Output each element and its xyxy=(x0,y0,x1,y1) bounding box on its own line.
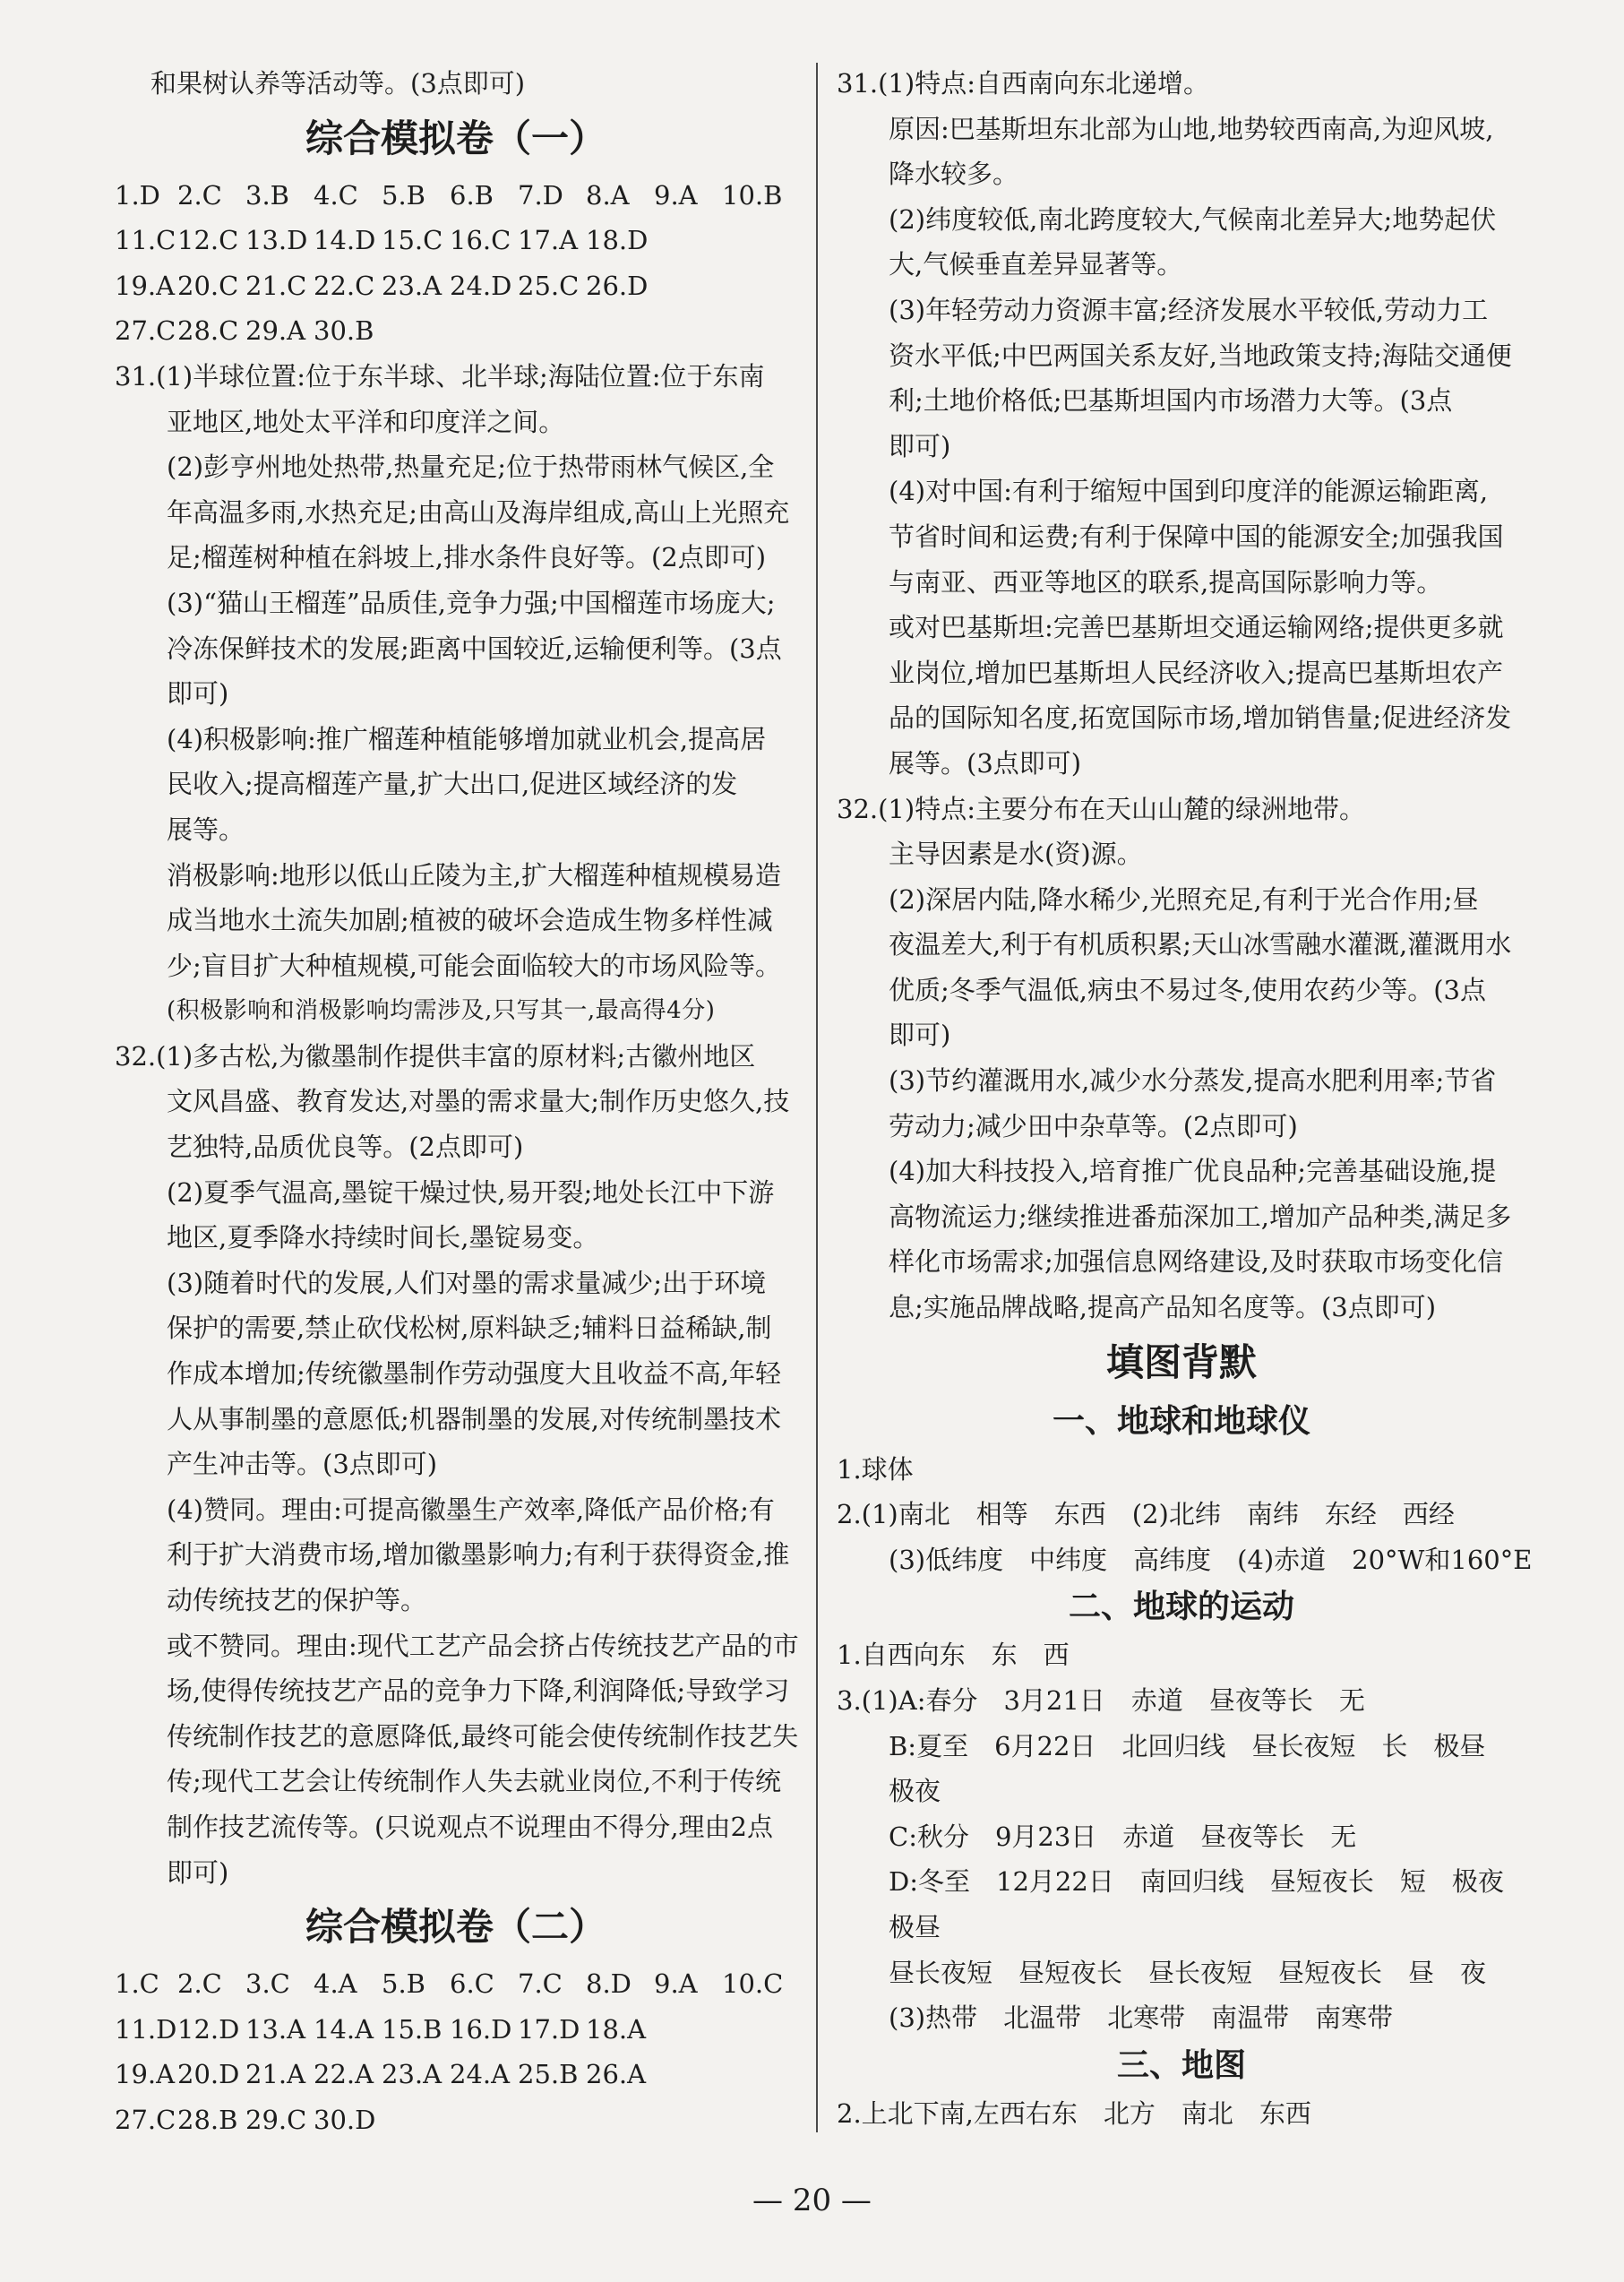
text-line: 31.(1)特点:自西南向东北递增。 xyxy=(837,68,1209,99)
right-column xyxy=(837,61,1533,2136)
text-line: 极夜 xyxy=(889,1776,941,1807)
text-line: 年高温多雨,水热充足;由高山及海岸组成,高山上光照充 xyxy=(167,496,790,528)
text-line: (3)热带 北温带 北寒带 南温带 南寒带 xyxy=(889,2002,1394,2034)
answer-row: 19.A 20.D 21.A 22.A 23.A 24.A 25.B 26.A xyxy=(115,2059,647,2090)
text-line: 制作技艺流传等。(只说观点不说理由不得分,理由2点 xyxy=(167,1811,773,1842)
text-line: (2)夏季气温高,墨锭干燥过快,易开裂;地处长江中下游 xyxy=(167,1176,775,1208)
answer-row: 1.C 2.C 3.C 4.A 5.B 6.C 7.C 8.D 9.A 10.C xyxy=(115,1968,784,2000)
text-line: 夜温差大,利于有机质积累;天山冰雪融水灌溉,灌溉用水 xyxy=(889,929,1512,960)
text-line: 地区,夏季降水持续时间长,墨锭易变。 xyxy=(167,1222,599,1253)
text-line: (4)赞同。理由:可提高徽墨生产效率,降低产品价格;有 xyxy=(167,1494,775,1525)
page-number: — 20 — xyxy=(752,2183,872,2218)
text-line: 即可) xyxy=(889,1020,951,1051)
text-line: (2)彭亨州地处热带,热量充足;位于热带雨林气候区,全 xyxy=(167,452,775,483)
text-line: 资水平低;中巴两国关系友好,当地政策支持;海陆交通便 xyxy=(889,340,1512,371)
text-line: 动传统技艺的保护等。 xyxy=(167,1585,427,1615)
text-line: 1.自西向东 东 西 xyxy=(837,1640,1070,1671)
text-line: (3)低纬度 中纬度 高纬度 (4)赤道 20°W和160°E xyxy=(889,1544,1533,1575)
question-32-answer xyxy=(115,1034,797,1895)
text-line: 大,气候垂直差异显著等。 xyxy=(889,249,1183,280)
section-title-mock-exam-1: 综合模拟卷（一） xyxy=(305,116,606,160)
text-line: (3)“猫山王榴莲”品质佳,竞争力强;中国榴莲市场庞大; xyxy=(167,587,776,618)
answer-row: 11.C12.C 13.D 14.D 15.C 16.C 17.A 18.D xyxy=(115,225,649,256)
text-line: 昼长夜短 昼短夜长 昼长夜短 昼短夜长 昼 夜 xyxy=(889,1957,1487,1988)
text-line: 人从事制墨的意愿低;机器制墨的发展,对传统制墨技术 xyxy=(167,1403,781,1434)
question-31-answer xyxy=(115,354,797,1034)
text-line: 节省时间和运费;有利于保障中国的能源安全;加强我国 xyxy=(889,521,1504,552)
text-line: 利于扩大消费市场,增加徽墨影响力;有利于获得资金,推 xyxy=(167,1539,790,1571)
text-line: 足;榴莲树种植在斜坡上,排水条件良好等。(2点即可) xyxy=(167,542,767,573)
text-line: 少;盲目扩大种植规模,可能会面临较大的市场风险等。 xyxy=(167,950,781,981)
text-line: D:冬至 12月22日 南回归线 昼短夜长 短 极夜 xyxy=(889,1866,1504,1898)
text-line: (4)加大科技投入,培育推广优良品种;完善基础设施,提 xyxy=(889,1156,1497,1187)
question-31-answer-exam-2 xyxy=(837,61,1526,787)
text-line: 主导因素是水(资)源。 xyxy=(889,839,1143,870)
answer-row: 19.A 20.C 21.C 22.C 23.A 24.D 25.C 26.D xyxy=(115,270,649,301)
text-line: 场,使得传统技艺产品的竞争力下降,利润降低;导致学习 xyxy=(167,1675,790,1707)
subsection-title-maps: 三、地图 xyxy=(1116,2046,1246,2084)
text-line: 展等。 xyxy=(167,814,245,845)
subsection-title-earth-motion: 二、地球的运动 xyxy=(1068,1589,1294,1626)
answer-row: 1.D 2.C 3.B 4.C 5.B 6.B 7.D 8.A 9.A 10.B xyxy=(115,179,783,211)
answer-key-1 xyxy=(115,173,797,354)
text-line: (3)年轻劳动力资源丰富;经济发展水平较低,劳动力工 xyxy=(889,294,1489,325)
text-line: 极昼 xyxy=(889,1911,941,1942)
text-line: 2.上北下南,左西右东 北方 南北 东西 xyxy=(837,2097,1311,2129)
section-title-mock-exam-2: 综合模拟卷（二） xyxy=(305,1905,606,1950)
text-line: 艺独特,品质优良等。(2点即可) xyxy=(167,1132,524,1163)
text-line: 品的国际知名度,拓宽国际市场,增加销售量;促进经济发 xyxy=(889,702,1512,734)
text-line: 1.球体 xyxy=(837,1453,914,1485)
question-32-answer-exam-2 xyxy=(837,787,1526,1330)
text-line: (4)积极影响:推广榴莲种植能够增加就业机会,提高居 xyxy=(167,723,767,754)
text-line: 展等。(3点即可) xyxy=(889,747,1082,779)
text-line: 32.(1)特点:主要分布在天山山麓的绿洲地带。 xyxy=(837,793,1365,824)
text-line: 利;土地价格低;巴基斯坦国内市场潜力大等。(3点 xyxy=(889,385,1453,417)
text-line: 即可) xyxy=(167,678,229,710)
text-line: C:秋分 9月23日 赤道 昼夜等长 无 xyxy=(889,1821,1357,1852)
text-line: 亚地区,地处太平洋和印度洋之间。 xyxy=(167,406,565,437)
text-line: 或不赞同。理由:现代工艺产品会挤占传统技艺产品的市 xyxy=(167,1630,799,1661)
text-line: 样化市场需求;加强信息网络建设,及时获取市场变化信 xyxy=(889,1246,1503,1278)
section-title-fill-map: 填图背默 xyxy=(1105,1339,1257,1384)
left-column xyxy=(115,61,797,2143)
text-line: 即可) xyxy=(889,430,951,461)
text-line: 产生冲击等。(3点即可) xyxy=(167,1449,438,1480)
text-line: 民收入;提高榴莲产量,扩大出口,促进区域经济的发 xyxy=(167,769,738,800)
text-line: 高物流运力;继续推进番茄深加工,增加产品种类,满足多 xyxy=(889,1201,1512,1232)
text-line: (2)深居内陆,降水稀少,光照充足,有利于光合作用;昼 xyxy=(889,883,1479,915)
text-line: 消极影响:地形以低山丘陵为主,扩大榴莲种植规模易造 xyxy=(167,859,781,891)
text-line: 2.(1)南北 相等 东西 (2)北纬 南纬 东经 西经 xyxy=(837,1499,1455,1530)
text-line: (3)随着时代的发展,人们对墨的需求量减少;出于环境 xyxy=(167,1267,767,1298)
text-line: (4)对中国:有利于缩短中国到印度洋的能源运输距离, xyxy=(889,476,1489,507)
answer-row: 27.C28.B 29.C 30.D xyxy=(115,2104,376,2135)
answer-row: 11.D12.D 13.A 14.A 15.B 16.D 17.D 18.A xyxy=(115,2013,647,2045)
text-line: 冷冻保鲜技术的发展;距离中国较近,运输便利等。(3点 xyxy=(167,633,782,664)
text-line: 传统制作技艺的意愿降低,最终可能会使传统制作技艺失 xyxy=(167,1720,799,1752)
text-line: 降水较多。 xyxy=(889,159,1019,190)
text-line: 文风昌盛、教育发达,对墨的需求量大;制作历史悠久,技 xyxy=(167,1086,790,1117)
text-line: 32.(1)多古松,为徽墨制作提供丰富的原材料;古徽州地区 xyxy=(115,1040,756,1072)
text-line: 优质;冬季气温低,病虫不易过冬,使用农药少等。(3点 xyxy=(889,974,1486,1005)
text-line: 或对巴基斯坦:完善巴基斯坦交通运输网络;提供更多就 xyxy=(889,612,1504,643)
carry-over-line: 和果树认养等活动等。(3点即可) xyxy=(150,68,526,99)
subsection-title-earth-globe: 一、地球和地球仪 xyxy=(1052,1402,1310,1440)
text-line: 原因:巴基斯坦东北部为山地,地势较西南高,为迎风坡, xyxy=(889,113,1494,144)
text-line: B:夏至 6月22日 北回归线 昼长夜短 长 极昼 xyxy=(889,1730,1486,1761)
text-line: 息;实施品牌战略,提高产品知名度等。(3点即可) xyxy=(889,1292,1437,1323)
text-line: 成当地水土流失加剧;植被的破坏会造成生物多样性减 xyxy=(167,905,773,936)
text-line: 保护的需要,禁止砍伐松树,原料缺乏;辅料日益稀缺,制 xyxy=(167,1313,772,1344)
text-line: (3)节约灌溉用水,减少水分蒸发,提高水肥利用率;节省 xyxy=(889,1065,1497,1097)
scoring-note: (积极影响和消极影响均需涉及,只写其一,最高得4分) xyxy=(167,997,716,1025)
column-divider xyxy=(816,63,818,2132)
answer-row: 27.C28.C 29.A 30.B xyxy=(115,315,374,347)
text-line: (2)纬度较低,南北跨度较大,气候南北差异大;地势起伏 xyxy=(889,203,1497,235)
text-line: 31.(1)半球位置:位于东半球、北半球;海陆位置:位于东南 xyxy=(115,360,765,392)
text-line: 与南亚、西亚等地区的联系,提高国际影响力等。 xyxy=(889,566,1443,598)
text-line: 作成本增加;传统徽墨制作劳动强度大且收益不高,年轻 xyxy=(167,1358,781,1390)
text-line: 3.(1)A:春分 3月21日 赤道 昼夜等长 无 xyxy=(837,1685,1365,1716)
text-line: 即可) xyxy=(167,1856,229,1888)
answer-key-2 xyxy=(115,1961,797,2142)
text-line: 劳动力;减少田中杂草等。(2点即可) xyxy=(889,1110,1298,1141)
text-line: 业岗位,增加巴基斯坦人民经济收入;提高巴基斯坦农产 xyxy=(889,657,1503,688)
text-line: 传;现代工艺会让传统制作人失去就业岗位,不利于传统 xyxy=(167,1766,781,1797)
